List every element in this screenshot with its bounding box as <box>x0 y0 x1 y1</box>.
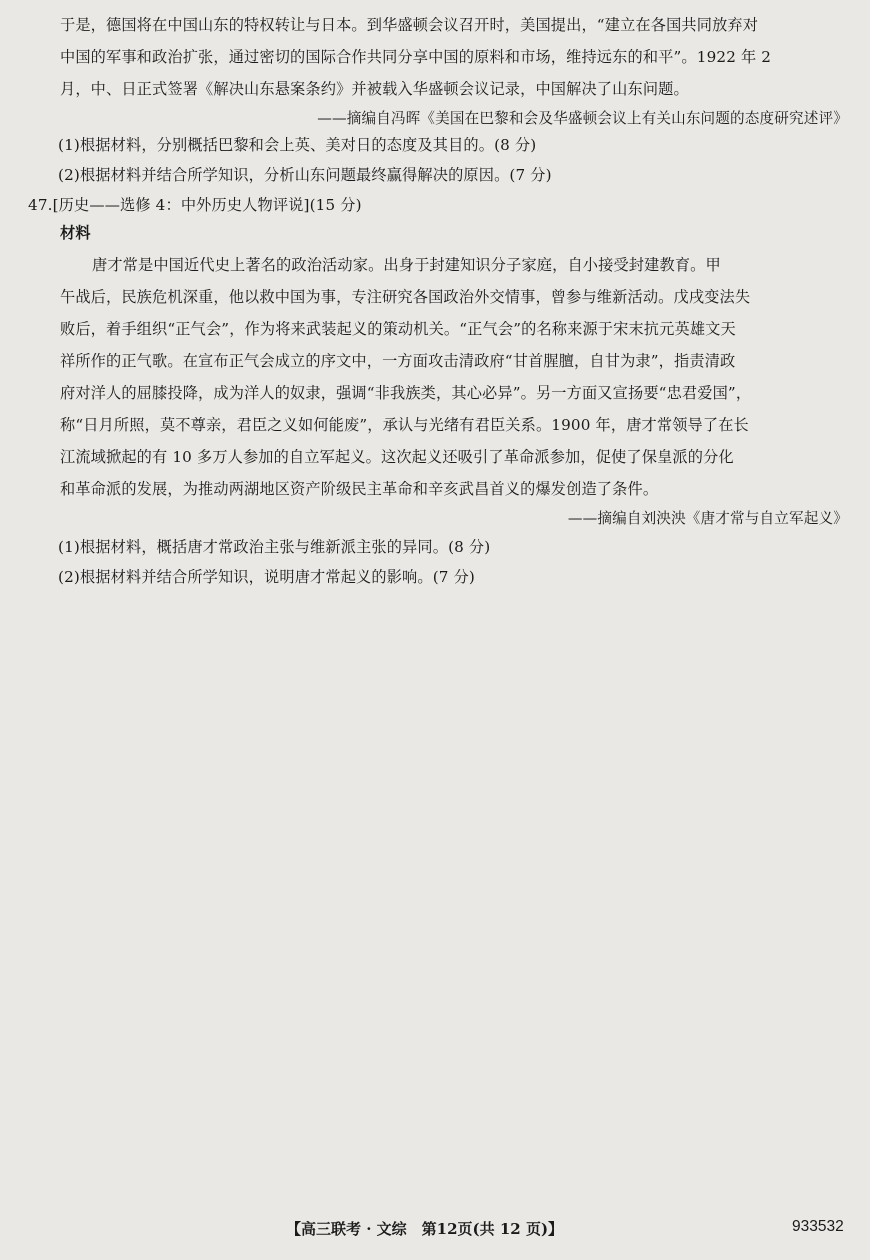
top-question-1: (1)根据材料，分别概括巴黎和会上英、美对日的态度及其目的。(8 分) <box>58 136 537 154</box>
footer-exam-code: 933532 <box>792 1218 844 1235</box>
q47-paragraph-line-4: 祥所作的正气歌。在宣布正气会成立的序文中，一方面攻击清政府“甘首腥膻，自甘为隶”，指责清政 <box>60 352 736 370</box>
q47-question-1: (1)根据材料，概括唐才常政治主张与维新派主张的异同。(8 分) <box>58 538 491 556</box>
footer-page-label: 【高三联考 · 文综 第12页(共 12 页)】 <box>286 1220 564 1238</box>
q47-question-2: (2)根据材料并结合所学知识，说明唐才常起义的影响。(7 分) <box>58 568 476 586</box>
q47-paragraph-line-3: 败后，着手组织“正气会”，作为将来武装起义的策动机关。“正气会”的名称来源于宋末抗元英雄文天 <box>60 320 736 338</box>
q47-paragraph-line-7: 江流域掀起的有 10 多万人参加的自立军起义。这次起义还吸引了革命派参加，促使了保皇派的分化 <box>60 448 734 466</box>
q47-source-citation: ——摘编自刘泱泱《唐才常与自立军起义》 <box>567 510 848 527</box>
q47-paragraph-line-1: 唐才常是中国近代史上著名的政治活动家。出身于封建知识分子家庭，自小接受封建教育。甲 <box>92 256 721 274</box>
top-source-citation: ——摘编自冯晖《美国在巴黎和会及华盛顿会议上有关山东问题的态度研究述评》 <box>317 110 848 127</box>
top-question-2: (2)根据材料并结合所学知识，分析山东问题最终赢得解决的原因。(7 分) <box>58 166 552 184</box>
q47-paragraph-line-5: 府对洋人的屈膝投降，成为洋人的奴隶，强调“非我族类，其心必异”。另一方面又宣扬要“忠君爱国”， <box>60 384 752 402</box>
q47-paragraph-line-2: 午战后，民族危机深重，他以救中国为事，专注研究各国政治外交情事，曾参与维新活动。戊戌变法失 <box>60 288 751 306</box>
q47-header: 47.[历史——选修 4：中外历史人物评说](15 分) <box>28 196 362 214</box>
q47-material-label: 材料 <box>60 224 91 242</box>
top-text-line-3: 月，中、日正式签署《解决山东悬案条约》并被载入华盛顿会议记录，中国解决了山东问题。 <box>60 80 689 98</box>
top-text-line-1: 于是，德国将在中国山东的特权转让与日本。到华盛顿会议召开时，美国提出，“建立在各国共同放弃对 <box>60 16 759 34</box>
q47-paragraph-line-6: 称“日月所照，莫不尊亲，君臣之义如何能废”，承认与光绪有君臣关系。1900 年，唐才常领导了在长 <box>60 416 749 434</box>
top-text-line-2: 中国的军事和政治扩张，通过密切的国际合作共同分享中国的原料和市场，维持远东的和平”。1922 年 2 <box>60 48 772 66</box>
q47-paragraph-line-8: 和革命派的发展，为推动两湖地区资产阶级民主革命和辛亥武昌首义的爆发创造了条件。 <box>60 480 659 498</box>
